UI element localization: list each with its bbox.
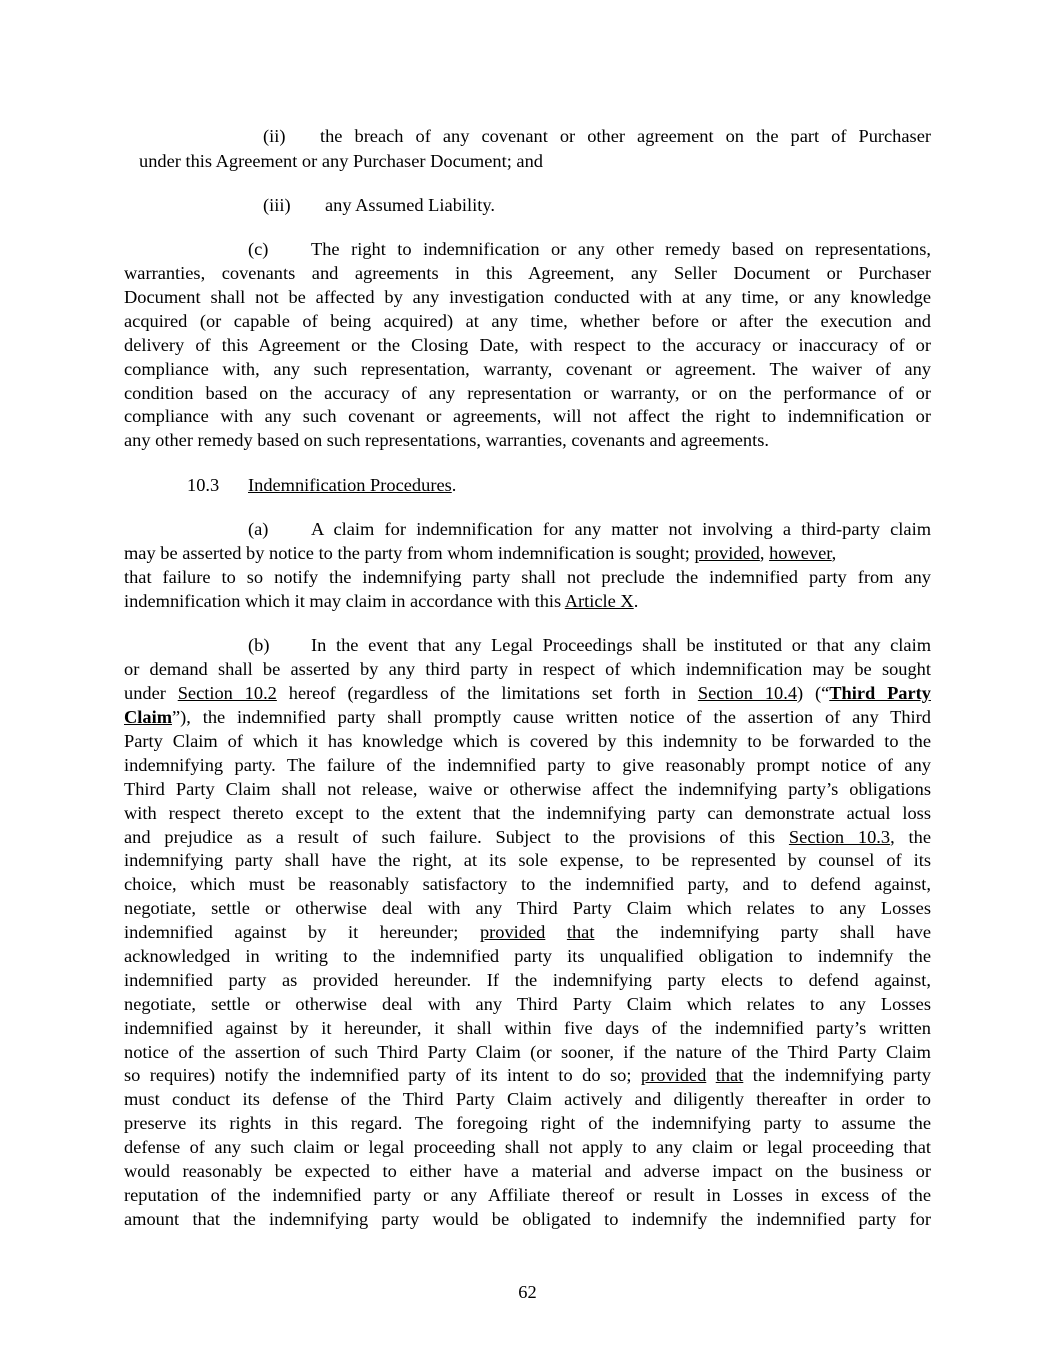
para-b-line-1 (248, 633, 931, 657)
para-c-line-4: acquired (or capable of being acquired) at any time, whether before or after the execution and (124, 311, 931, 331)
text: and prejudice as a result of such failure. Subject to the provisions of this (124, 827, 789, 847)
para-b-line-3 (124, 681, 931, 705)
para-b-text-1: In the event that any Legal Proceedings shall be instituted or that any claim (311, 635, 931, 655)
para-b-line-24: reputation of the indemnified party or any Affiliate thereof or result in Losses in excess of the (124, 1185, 931, 1205)
para-c-line-9: any other remedy based on such representations, warranties, covenants and agreements. (124, 430, 769, 450)
para-b-line-7: Third Party Claim shall not release, waive or otherwise affect the indemnifying party’s obligations (124, 779, 931, 799)
para-c-line-3: Document shall not be affected by any investigation conducted with at any time, or any knowledge (124, 287, 931, 307)
provided-term: provided (694, 543, 760, 563)
section-number: 10.3 (187, 475, 220, 495)
section-title: Indemnification Procedures (248, 475, 452, 495)
para-b-line-12: negotiate, settle or otherwise deal with any Third Party Claim which relates to any Losses (124, 898, 931, 918)
para-b-line-8: with respect thereto except to the extent that the indemnifying party can demonstrate actual loss (124, 803, 931, 823)
text: indemnified against by it hereunder; (124, 922, 480, 942)
para-b-line-2: or demand shall be asserted by any third party in respect of which indemnification may be sought (124, 659, 931, 679)
section-10-2-link[interactable]: Section 10.2 (177, 683, 277, 703)
page-number: 62 (518, 1282, 537, 1302)
para-a-line-3: that failure to so notify the indemnifying party shall not preclude the indemnified party from any (124, 567, 931, 587)
provided-term: provided (640, 1065, 707, 1085)
para-c-line-6: compliance with, any such representation, warranty, covenant or agreement. The waiver of any (124, 359, 931, 379)
item-ii-text-1: the breach of any covenant or other agreement on the part of Purchaser (320, 126, 931, 146)
para-b-label: (b) (248, 635, 270, 655)
para-b-line-20: must conduct its defense of the Third Party Claim actively and diligently thereafter in order to (124, 1089, 931, 1109)
para-b-line-14: acknowledged in writing to the indemnified party its unqualified obligation to indemnify the (124, 946, 931, 966)
para-a-line-2 (124, 541, 931, 565)
para-b-line-9 (124, 825, 931, 849)
text: ”), the indemnified party shall promptly cause written notice of the assertion of any Third (172, 707, 931, 727)
para-b-line-17: indemnified against by it hereunder, it shall within five days of the indemnified party’s written (124, 1018, 931, 1038)
para-b-line-10: indemnifying party shall have the right, at its sole expense, to be represented by counsel of its (124, 850, 931, 870)
section-10-3-link[interactable]: Section 10.3 (788, 827, 891, 847)
para-a-text-1: A claim for indemnification for any matter not involving a third-party claim (311, 519, 931, 539)
para-b-line-15: indemnified party as provided hereunder. If the indemnifying party elects to defend against, (124, 970, 931, 990)
para-b-line-6: indemnifying party. The failure of the indemnified party to give reasonably prompt notice of any (124, 755, 931, 775)
para-b-line-13 (124, 920, 931, 944)
text: under (124, 683, 178, 703)
text: so requires) notify the indemnified party of its intent to do so; (124, 1065, 641, 1085)
para-a-text-4: indemnification which it may claim in accordance with this (124, 591, 565, 611)
para-b-line-5: Party Claim of which it has knowledge which is covered by this indemnity to be forwarded to the (124, 731, 931, 751)
para-a-text-2: may be asserted by notice to the party from whom indemnification is sought; (124, 543, 695, 563)
text: , the (890, 827, 931, 847)
comma: , (831, 543, 837, 563)
para-b-line-19 (124, 1063, 931, 1087)
text: the indemnifying party shall have (594, 922, 931, 942)
section-10-3-heading (187, 473, 994, 497)
section-10-4-link[interactable]: Section 10.4 (697, 683, 798, 703)
para-b-line-22: defense of any such claim or legal proceeding shall not apply to any claim or legal proceeding that (124, 1137, 931, 1157)
item-iii-text: any Assumed Liability. (325, 195, 495, 215)
text: the indemnifying party (743, 1065, 931, 1085)
para-b-line-25: amount that the indemnifying party would be obligated to indemnify the indemnified party for (124, 1209, 931, 1229)
para-a-line-1 (248, 517, 931, 541)
however-term: however (769, 543, 832, 563)
para-c-line-7: condition based on the accuracy of any representation or warranty, or on the performance of or (124, 383, 931, 403)
item-iii-line (263, 193, 1055, 217)
period: . (633, 591, 639, 611)
para-b-line-21: preserve its rights in this regard. The foregoing right of the indemnifying party to assume the (124, 1113, 931, 1133)
item-ii-label: (ii) (263, 126, 286, 146)
para-b-line-18: notice of the assertion of such Third Party Claim (or sooner, if the nature of the Third Party Claim (124, 1042, 931, 1062)
article-x-link[interactable]: Article X (564, 591, 634, 611)
para-b-line-23: would reasonably be expected to either have a material and adverse impact on the business or (124, 1161, 931, 1181)
para-c-line-5: delivery of this Agreement or the Closing Date, with respect to the accuracy or inaccuracy of or (124, 335, 931, 355)
para-c-label: (c) (248, 239, 269, 259)
item-ii-text-2: under this Agreement or any Purchaser Document; and (139, 151, 543, 171)
text: ) (“ (797, 683, 830, 703)
para-b-line-4 (124, 705, 931, 729)
claim-term: Claim (124, 707, 173, 727)
comma: , (759, 543, 770, 563)
para-c-text-1: The right to indemnification or any other remedy based on representations, (311, 239, 931, 259)
that-term: that (566, 922, 595, 942)
item-ii-line-1 (263, 124, 931, 148)
text: hereof (regardless of the limitations set forth in (276, 683, 698, 703)
section-title-end: . (451, 475, 457, 495)
para-c-line-8: compliance with any such covenant or agreements, will not affect the right to indemnification or (124, 406, 931, 426)
third-party-term: Third Party (829, 683, 931, 703)
para-b-line-16: negotiate, settle or otherwise deal with any Third Party Claim which relates to any Losses (124, 994, 931, 1014)
item-iii-label: (iii) (263, 195, 291, 215)
that-term: that (715, 1065, 744, 1085)
item-ii-line-2 (139, 149, 946, 173)
para-c-line-1 (248, 237, 931, 261)
para-a-line-4 (124, 589, 931, 613)
para-c-line-2: warranties, covenants and agreements in this Agreement, any Seller Document or Purchaser (124, 263, 931, 283)
provided-term: provided (479, 922, 546, 942)
para-a-label: (a) (248, 519, 269, 539)
para-b-line-11: choice, which must be reasonably satisfactory to the indemnified party, and to defend against, (124, 874, 931, 894)
